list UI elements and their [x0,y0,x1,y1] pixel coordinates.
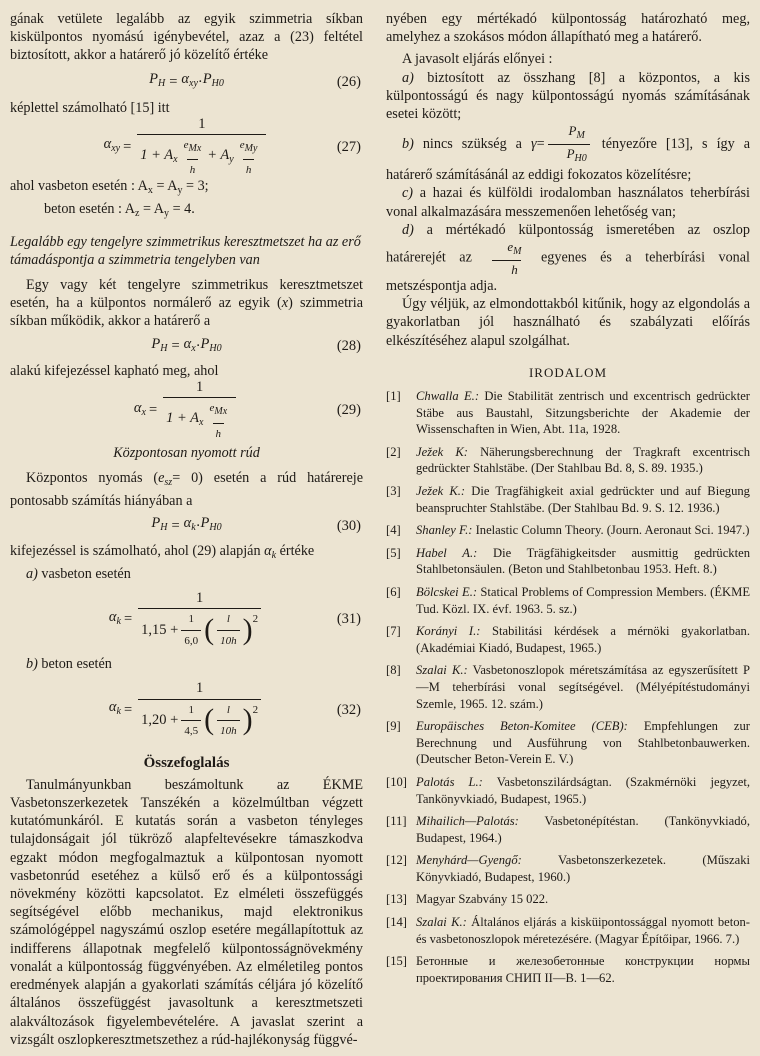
advantage-d: d) a mértékadó külpontosság ismeretében az oszlop határerejét az $\frac{e_M}{h}$ egyenes és a teherbírási vonal metszéspontja adja. [386,221,750,295]
equation-number-32: (32) [336,701,361,718]
reference-item: [14] Szalai K.: Általános eljárás a kisküipontossággal nyomott beton- és vasbetonoszlopok méretezésére. (Magyar Építőipar, 1966. 7.) [386,915,750,946]
case-a-label: a) vasbeton esetén [26,566,131,583]
equation-number-30: (30) [336,517,361,534]
reference-item: [10] Palotás L.: Vasbetonszilárdságtan. (Szakmérnöki jegyzet, Tankönyvkiadó, Budapest, 1965.) [386,774,750,806]
paragraph-expression: alakú kifejezéssel kapható meg, ahol [10,363,219,380]
equation-number-26: (26) [336,73,361,90]
formula-32: $\alpha_k$ = 1 1,20 + $\frac{1}{4,5}$ ( $\frac{l}{10h}$ ) 2 (32) [10,678,363,742]
equation-number-29: (29) [336,402,361,419]
paragraph-coefficients-plain: beton esetén : $A_z = A_y = 4$. [44,201,195,220]
reference-item: [4] Shanley F.: Inelastic Column Theory. (Journ. Aeronaut Sci. 1947.) [386,523,750,538]
reference-item: [1] Chwalla E.: Die Stabilität zentrisch und excentrisch gedrückter Stäbe aus Baustahl, Sitzungsberichte der Akademie der Wissenschaften in Wien, Abt. 11a, 1928. [386,389,750,437]
formula-29: $\alpha_x$ = 1 $1 + A_x$ $\frac{\text{eMx}}{h}$ (29) [10,384,363,436]
formula-26: $P_H$ = $\alpha_{xy}$ · $P_{H0}$ (26) [149,71,361,90]
reference-item: [11] Mihailich—Palotás: Vasbetonépítéstan. (Tankönyvkiadó, Budapest, 1964.) [386,814,750,845]
advantage-c: c) a hazai és külföldi irodalomban használatos teherbírási vonal alkalmazására messzemenően lehetőség van; [386,185,750,220]
equation-number-27: (27) [336,138,361,155]
summary-heading: Összefoglalás [143,754,230,771]
formula-31: $\alpha_k$ = 1 1,15 + $\frac{1}{6,0}$ ( $\frac{l}{10h}$ ) 2 (31) [10,587,363,651]
equation-number-28: (28) [336,338,361,355]
formula-30: $P_H$ = $\alpha_k$ · $P_{H0}$ (30) [151,515,361,534]
summary-paragraph: Tanulmányunkban beszámoltunk az ÉKME Vasbetonszerkezetek Tanszékén a közelmúltban végzett kutatómunkáról. E kutatás során a vasbeton tényleges tulajdonságait jól tükröző alapfeltevésekre támaszkodva egzakt módon megfogalmaztuk a külpontosan nyomott vasbetonrúd esetéhez a külső erő és a külpontossági növekmény közötti kapcsolatot. Ez elméleti összefüggés segítségével előbb mechanikus, majd elektronikus számológéppel nagyszámú oszlop esetére megállapítottuk az indifferens állapotnak megfelelő külpontosságnövekmény vonalát a külpontosság függvényében. Az elméletileg pontos eredmények alapján a gyakorlati számítás céljára jó közelítő általános összefüggést javasoltunk a keresztmetszeti alakváltozások figyelembevételére. A javaslat szerint a vizsgált oszlopkeresztmetszethez a rúd-hajlékonyság függvé- [10,776,363,1048]
advantage-a: a) biztosított az összhang [8] a központos, a kis külpontosságú és nagy külpontosságú nyomás számításának esetei között; [386,69,750,123]
subsection-heading-central: Központosan nyomott rúd [113,445,260,462]
reference-item: [6] Bölcskei E.: Statical Problems of Compression Members. (ÉKME Tud. Közl. IX. évf. 1963. 5. sz.) [386,584,751,616]
reference-item: [15] Бетонные и железобетонные конструкции нормы проектирования СНИП II—В. 1—62. [386,954,750,985]
references-heading: IRODALOM [528,364,608,380]
subsection-heading-symmetric: Legalább egy tengelyre szimmetrikus keresztmetszet ha az erő támadáspontja a szimmetria tengelyben van [10,234,361,269]
formula-28: $P_H$ = $\alpha_x$ · $P_{H0}$ (28) [151,335,361,355]
paragraph-central: Központos nyomás $(e_{sz}= 0)$ esetén a rúd határereje pontosabb számítás hiányában a [10,469,363,509]
reference-list [386,388,750,986]
reference-item: [7] Korányi I.: Stabilitási kérdések a mérnöki gyakorlatban. (Akadémiai Kiadó, Budapest, 1965.) [386,624,750,655]
reference-item: [13] Magyar Szabvány 15 022. [386,892,549,907]
paragraph-intro: gának vetülete legalább az egyik szimmetria síkban kiskülpontos nyomású igénybevétel, azaz a (23) feltétel biztosított, akkor a határerő jó közelítő értéke [10,11,363,64]
equation-number-31: (31) [336,611,361,628]
paragraph-value: kifejezéssel is számolható, ahol (29) alapján $\alpha_k$ értéke [10,543,315,562]
advantages-heading: A javasolt eljárás előnyei : [402,51,553,68]
paragraph-symmetric: Egy vagy két tengelyre szimmetrikus keresztmetszet esetén, ha a külpontos normálerő az egyik (x) szimmetria síkban működik, akkor a határerő a [10,276,363,330]
reference-item: [3] Ježek K.: Die Tragfähigkeit axial gedrückter und auf Biegung beanspruchter Stahlstäbe. (Der Stahlbau Bd. 9. S. 12. 1936.) [386,484,750,515]
right-column [386,10,750,992]
paragraph-coefficients-reinforced: ahol vasbeton esetén : $A_x = A_y = 3$; [10,177,209,196]
reference-item: [5] Habel A.: Die Trägfähigkeitsder ausmittig gedrückten Stahlbetonsäulen. (Beton und Stahlbetonbau 1953. Heft. 8.) [386,545,750,577]
paragraph-formula-ref: képlettel számolható [15] itt [10,99,170,116]
reference-item: [2] Ježek K: Näherungsberechnung der Tragkraft excentrisch gedrückter Stahlstäbe. (Der Stahlbau Bd. 8, S. 89. 1935.) [386,444,750,476]
reference-item: [9] Europäisches Beton-Komitee (CEB): Empfehlungen zur Berechnung und Ausführung von Stahlbetonbauwerken. (Deutscher Beton-Verein E. V.) [386,719,750,767]
closing-paragraph: Úgy véljük, az elmondottakból kitűnik, hogy az elgondolás a gyakorlatban jól használható és szabályzati előírás elkészítéséhez alapul szolgálhat. [386,296,750,349]
left-column [10,10,363,1049]
case-b-label: b) beton esetén [26,656,112,673]
paragraph-continuation: nyében egy mértékadó külpontosság határozható meg, amelyhez a szokásos módon állapítható meg a határerő. [386,11,750,46]
reference-item: [8] Szalai K.: Vasbetonoszlopok méretszámítása az egyszerűsített P—M teherbírási vonal segítségével. (Mélyépítéstudományi Szemle, 1965. 12. szám.) [386,663,750,711]
advantage-b: b) nincs szükség a γ= $\frac{P_M}{P_{H0}}$ tényezőre [13], s így a határerő számításánál az eddigi fokozatos közelítésre; [386,123,750,184]
reference-item: [12] Menyhárd—Gyengő: Vasbetonszerkezetek. (Műszaki Könyvkiadó, Budapest, 1960.) [386,853,750,884]
formula-27: $\alpha_{xy}$ = 1 $1 + A_x$ $\frac{\text{eMx}}{h}$ + $A_y$ $\frac{\text{eMy}}{h}$ (27) [10,121,363,173]
